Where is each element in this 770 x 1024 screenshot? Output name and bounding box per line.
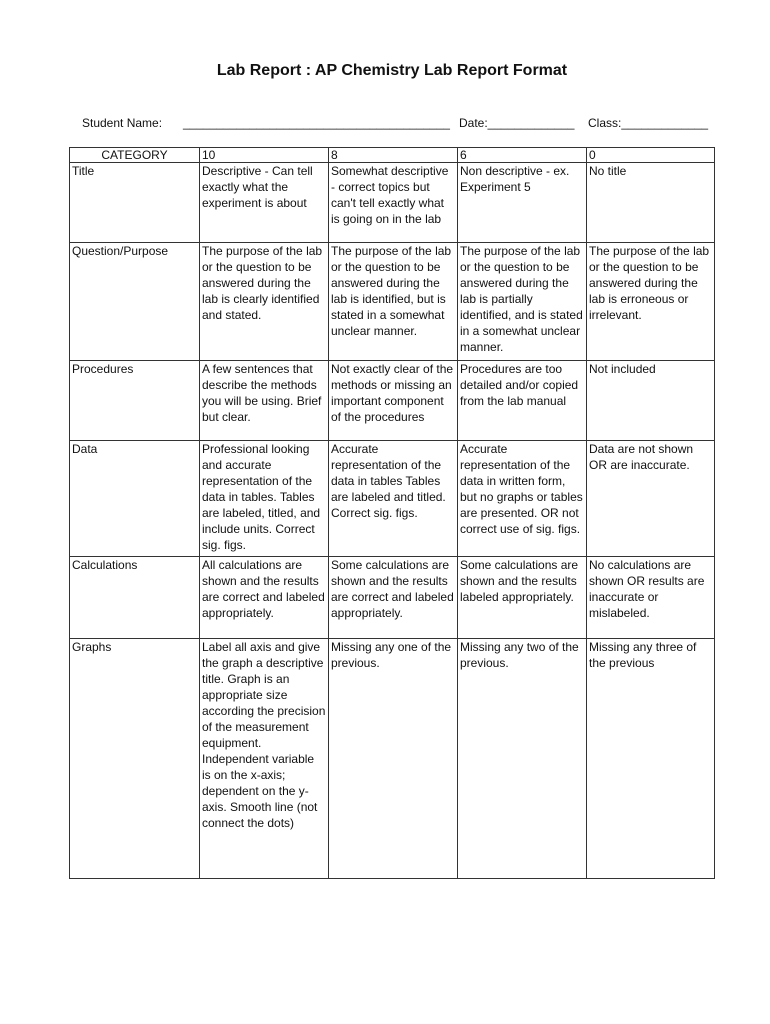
rubric-row-data bbox=[70, 441, 715, 557]
rubric-row-calculations bbox=[70, 557, 715, 639]
row-category: Graphs bbox=[70, 639, 200, 879]
rubric-cell: A few sentences that describe the methods you will be using. Brief but clear. bbox=[200, 361, 329, 441]
rubric-cell: Some calculations are shown and the results are correct and labeled appropriately. bbox=[329, 557, 458, 639]
page-title: Lab Report : AP Chemistry Lab Report Format bbox=[216, 62, 568, 79]
header-score-10: 10 bbox=[200, 148, 329, 163]
rubric-header-row bbox=[70, 148, 715, 163]
rubric-cell: Procedures are too detailed and/or copied from the lab manual bbox=[458, 361, 587, 441]
rubric-cell: Some calculations are shown and the results labeled appropriately. bbox=[458, 557, 587, 639]
rubric-cell: Not included bbox=[587, 361, 715, 441]
class-field[interactable]: Class:_____________ bbox=[588, 116, 709, 130]
row-category: Data bbox=[70, 441, 200, 557]
rubric-cell: The purpose of the lab or the question to be answered during the lab is erroneous or irrelevant. bbox=[587, 243, 715, 361]
rubric-cell: Missing any three of the previous bbox=[587, 639, 715, 879]
rubric-cell: No title bbox=[587, 163, 715, 243]
rubric-row-title bbox=[70, 163, 715, 243]
header-score-6: 6 bbox=[458, 148, 587, 163]
rubric-cell: No calculations are shown OR results are inaccurate or mislabeled. bbox=[587, 557, 715, 639]
rubric-cell: Missing any two of the previous. bbox=[458, 639, 587, 879]
rubric-cell: The purpose of the lab or the question to be answered during the lab is identified, but is stated in a somewhat unclear manner. bbox=[329, 243, 458, 361]
row-category: Title bbox=[70, 163, 200, 243]
rubric-cell: The purpose of the lab or the question to be answered during the lab is partially identified, and is stated in a somewhat unclear manner. bbox=[458, 243, 587, 361]
rubric-row-graphs bbox=[70, 639, 715, 879]
rubric-cell: Non descriptive - ex. Experiment 5 bbox=[458, 163, 587, 243]
student-name-blank[interactable]: ________________________________________ bbox=[183, 116, 450, 130]
rubric-cell: Not exactly clear of the methods or missing an important component of the procedures bbox=[329, 361, 458, 441]
rubric-cell: Descriptive - Can tell exactly what the experiment is about bbox=[200, 163, 329, 243]
rubric-row-question-purpose bbox=[70, 243, 715, 361]
row-category: Procedures bbox=[70, 361, 200, 441]
rubric-cell: Missing any one of the previous. bbox=[329, 639, 458, 879]
row-category: Calculations bbox=[70, 557, 200, 639]
row-category: Question/Purpose bbox=[70, 243, 200, 361]
rubric-table bbox=[69, 147, 715, 879]
rubric-row-procedures bbox=[70, 361, 715, 441]
rubric-cell: Accurate representation of the data in written form, but no graphs or tables are presented. OR not correct use of sig. figs. bbox=[458, 441, 587, 557]
header-score-8: 8 bbox=[329, 148, 458, 163]
rubric-cell: Data are not shown OR are inaccurate. bbox=[587, 441, 715, 557]
date-field[interactable]: Date:_____________ bbox=[459, 116, 575, 130]
rubric-cell: Accurate representation of the data in tables Tables are labeled and titled. Correct sig. figs. bbox=[329, 441, 458, 557]
header-score-0: 0 bbox=[587, 148, 715, 163]
rubric-cell: Somewhat descriptive - correct topics but can't tell exactly what is going on in the lab bbox=[329, 163, 458, 243]
rubric-cell: Label all axis and give the graph a descriptive title. Graph is an appropriate size according the precision of the measurement equipment. Independent variable is on the x-axis; dependent on the y-axis. Smooth line (not connect the dots) bbox=[200, 639, 329, 879]
rubric-cell: All calculations are shown and the results are correct and labeled appropriately. bbox=[200, 557, 329, 639]
student-name-label: Student Name: bbox=[82, 116, 163, 130]
rubric-cell: The purpose of the lab or the question to be answered during the lab is clearly identified and stated. bbox=[200, 243, 329, 361]
rubric-cell: Professional looking and accurate representation of the data in tables. Tables are labeled, titled, and include units. Correct sig. figs. bbox=[200, 441, 329, 557]
header-category: CATEGORY bbox=[70, 148, 200, 163]
